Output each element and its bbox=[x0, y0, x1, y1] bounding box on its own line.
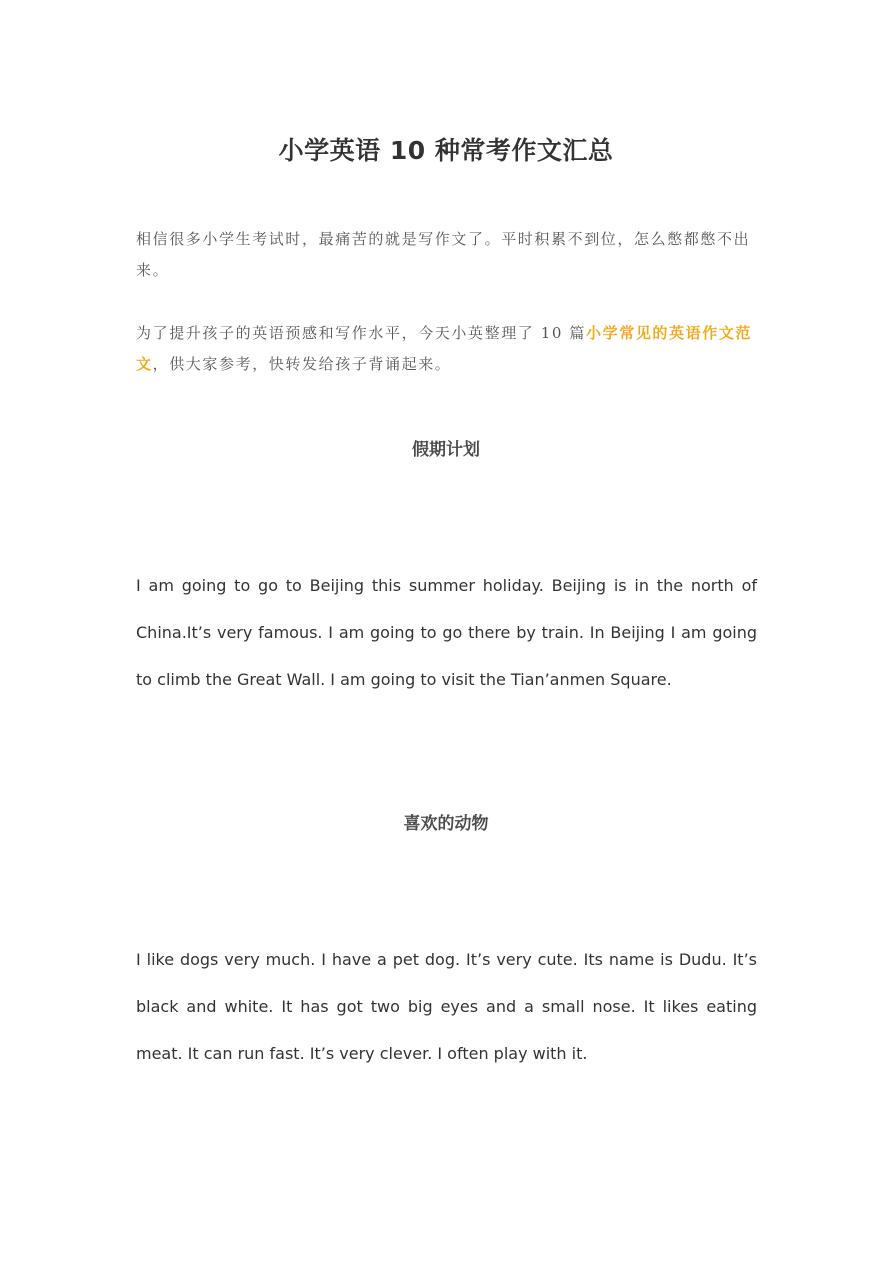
intro-paragraph: 相信很多小学生考试时，最痛苦的就是写作文了。平时积累不到位，怎么憋都憋不出来。 bbox=[136, 230, 751, 279]
section-heading-favorite-animal: 喜欢的动物 bbox=[403, 814, 489, 834]
highlighted-text: 小学常见的英语作文范文 bbox=[136, 324, 753, 373]
page-title: 小学英语 10 种常考作文汇总 bbox=[278, 135, 614, 165]
intro-paragraph-2 bbox=[136, 318, 756, 380]
essay-holiday-plan: I am going to go to Beijing this summer holiday. Beijing is in the north of China.It’s very famous. I am going to go there by train. In Beijing I am going to climb the Great Wall. I am going to visit the Tian’anmen Square. bbox=[136, 576, 757, 689]
intro-text-before: 为了提升孩子的英语预感和写作水平，今天小英整理了 10 篇 bbox=[136, 324, 587, 342]
intro-text-after: ，供大家参考，快转发给孩子背诵起来。 bbox=[152, 355, 452, 373]
essay-favorite-animal: I like dogs very much. I have a pet dog. It’s very cute. Its name is Dudu. It’s black and white. It has got two big eyes and a small nose. It likes eating meat. It can run fast. It’s very clever. I often play with it. bbox=[136, 950, 757, 1063]
section-heading-holiday-plan: 假期计划 bbox=[412, 440, 480, 460]
